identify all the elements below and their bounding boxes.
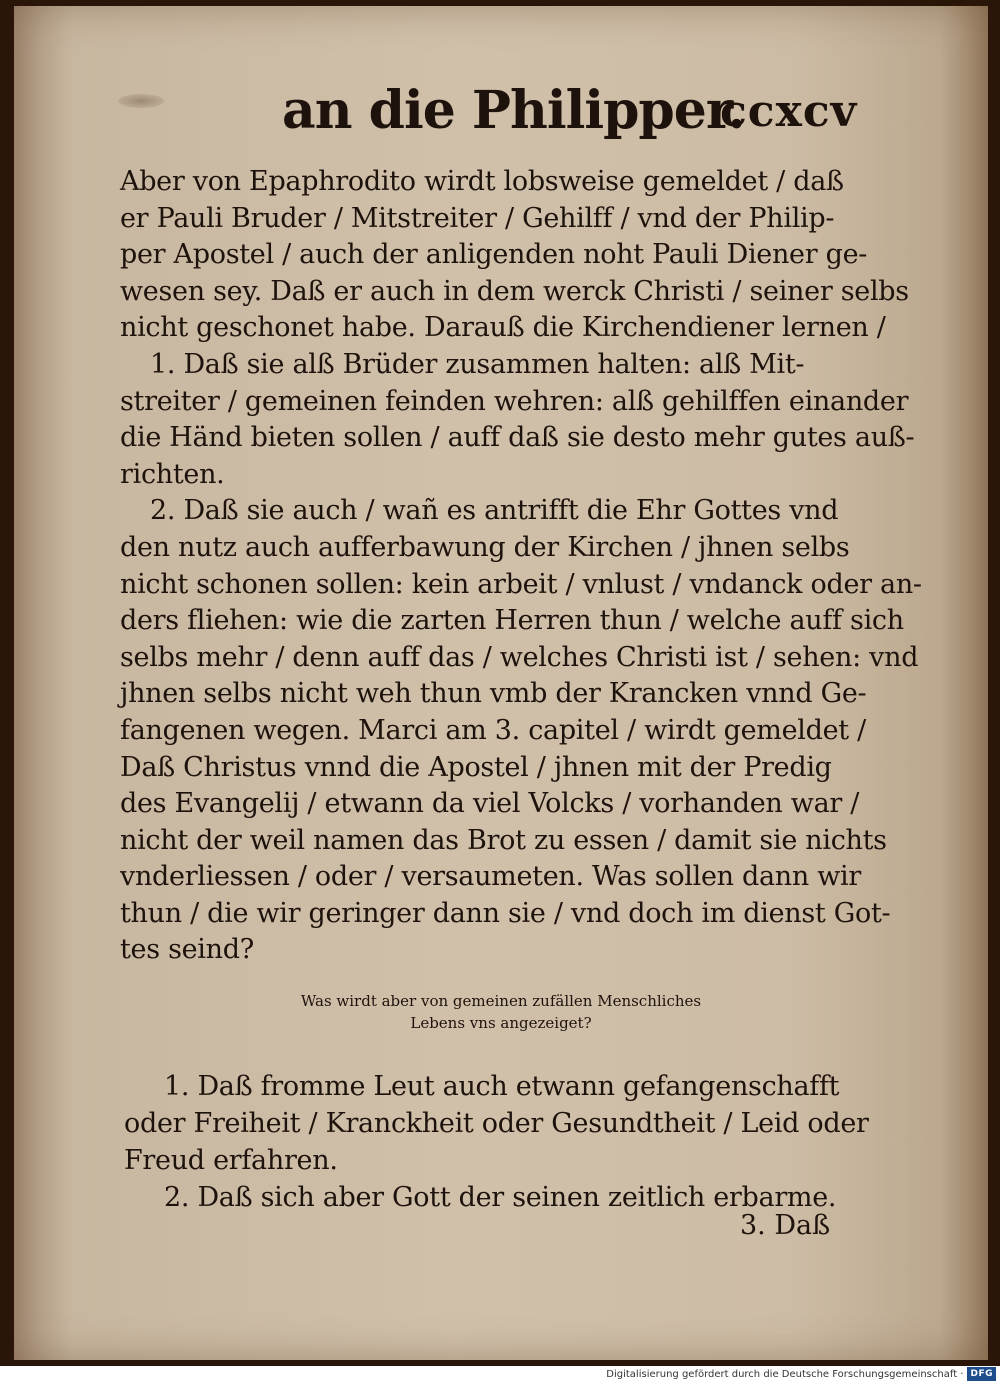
text-line: thun / die wir geringer dann sie / vnd doch im dienst Got-	[120, 897, 891, 929]
folio-number: ccxcv	[720, 86, 858, 137]
text-line: des Evangelij / etwann da viel Volcks / vorhanden war /	[120, 788, 860, 820]
text-line: Daß Christus vnnd die Apostel / jhnen mit der Predig	[120, 751, 832, 783]
running-title: an die Philipper.	[282, 80, 745, 141]
text-line: jhnen selbs nicht weh thun vmb der Krancken vnnd Ge-	[120, 678, 867, 710]
answer-text	[124, 1068, 869, 1216]
digitization-credit	[606, 1366, 996, 1382]
text-line: 2. Daß sie auch / wañ es antrifft die Ehr Gottes vnd	[150, 495, 839, 527]
text-line: per Apostel / auch der anligenden noht Pauli Diener ge-	[120, 239, 868, 271]
text-line: ders fliehen: wie die zarten Herren thun / welche auff sich	[120, 605, 904, 637]
text-line: fangenen wegen. Marci am 3. capitel / wirdt gemeldet /	[120, 714, 866, 746]
page-header	[14, 80, 988, 160]
text-line: Aber von Epaphrodito wirdt lobsweise gemeldet / daß	[120, 166, 844, 197]
answer-line: Freud erfahren.	[124, 1145, 338, 1176]
text-line: vnderliessen / oder / versaumeten. Was sollen dann wir	[120, 861, 862, 893]
book-page	[14, 6, 988, 1360]
text-line: er Pauli Bruder / Mitstreiter / Gehilff / vnd der Philip-	[120, 202, 835, 234]
text-line: 1. Daß sie alß Brüder zusammen halten: alß Mit-	[150, 348, 805, 380]
credit-text: Digitalisierung gefördert durch die Deutsche Forschungsgemeinschaft ·	[606, 1368, 964, 1380]
text-line: streiter / gemeinen feinden wehren: alß gehilffen einander	[120, 385, 909, 417]
question-line: Was wirdt aber von gemeinen zufällen Menschliches	[300, 992, 702, 1010]
answer-line: 2. Daß sich aber Gott der seinen zeitlich erbarme.	[164, 1182, 837, 1213]
question-line: Lebens vns angezeiget?	[410, 1014, 592, 1032]
catchword: 3. Daß	[740, 1210, 831, 1241]
answer-line: oder Freiheit / Kranckheit oder Gesundtheit / Leid oder	[124, 1108, 869, 1139]
text-line: wesen sey. Daß er auch in dem werck Christi / seiner selbs	[120, 275, 909, 307]
answer-line: 1. Daß fromme Leut auch etwann gefangenschafft	[164, 1071, 840, 1102]
text-line: die Händ bieten sollen / auff daß sie desto mehr gutes auß-	[120, 422, 915, 454]
text-line: den nutz auch aufferbawung der Kirchen / jhnen selbs	[120, 531, 850, 563]
question-heading	[14, 990, 988, 1034]
text-line: tes seind?	[120, 934, 254, 966]
body-text	[120, 164, 922, 969]
text-line: nicht der weil namen das Brot zu essen / damit sie nichts	[120, 824, 887, 856]
text-line: nicht schonen sollen: kein arbeit / vnlust / vndanck oder an-	[120, 568, 922, 600]
text-line: richten.	[120, 458, 225, 490]
dfg-logo: DFG	[967, 1367, 996, 1381]
text-line: selbs mehr / denn auff das / welches Christi ist / sehen: vnd	[120, 641, 919, 673]
text-line: nicht geschonet habe. Darauß die Kirchendiener lernen /	[120, 312, 886, 344]
